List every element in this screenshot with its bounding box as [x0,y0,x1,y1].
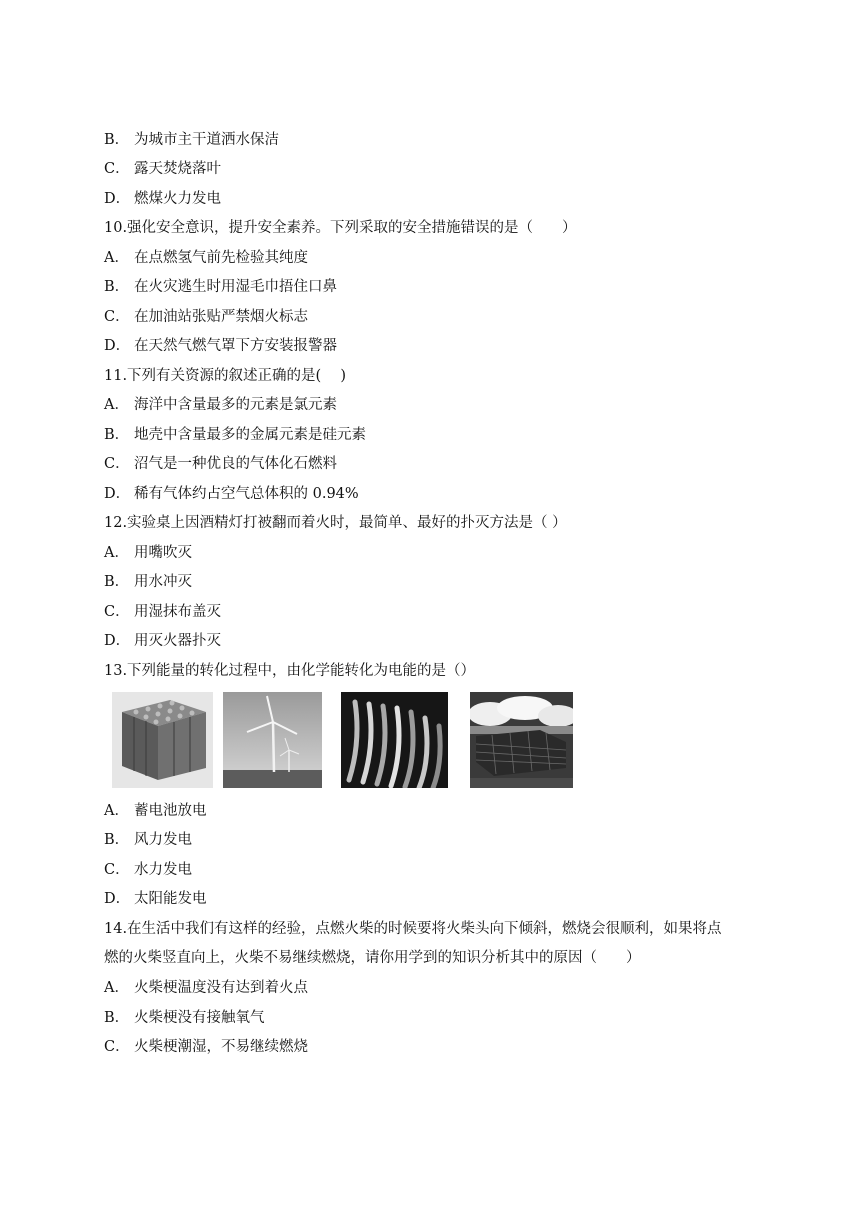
q12-option-d [104,631,221,651]
q10-option-b [104,277,337,297]
question-13-stem: 13.下列能量的转化过程中，由化学能转化为电能的是（） [104,663,476,679]
option-text: 在加油站张贴严禁烟火标志 [134,309,308,325]
option-text: 水力发电 [134,862,192,878]
q12-option-b [104,572,192,592]
q9-option-b [104,130,279,150]
question-12-stem: 12.实验桌上因酒精灯打被翻而着火时，最简单、最好的扑灭方法是（ ） [104,515,567,531]
option-text: 用湿抹布盖灭 [134,604,221,620]
q10-option-a [104,248,308,268]
option-letter: C． [104,161,130,177]
option-letter: A． [104,545,129,561]
q11-option-d [104,484,359,504]
q9-option-c [104,159,221,179]
option-letter: D． [104,486,131,502]
option-letter: C． [104,309,130,325]
q11-option-c [104,454,337,474]
option-letter: C． [104,456,130,472]
option-text: 蓄电池放电 [134,803,207,819]
option-text: 沼气是一种优良的气体化石燃料 [134,456,337,472]
option-letter: D． [104,338,131,354]
q12-option-a [104,543,192,563]
option-text: 火柴梗潮湿，不易继续燃烧 [134,1039,308,1055]
option-letter: A． [104,803,129,819]
option-text: 火柴梗温度没有达到着火点 [134,980,308,996]
option-text: 在天然气燃气罩下方安装报警器 [134,338,337,354]
option-text: 火柴梗没有接触氧气 [134,1010,265,1026]
option-text: 稀有气体约占空气总体积的 0.94% [134,486,359,502]
option-letter: C． [104,1039,130,1055]
option-letter: B． [104,832,130,848]
option-text: 为城市主干道洒水保洁 [134,132,279,148]
option-letter: B． [104,279,130,295]
q13-option-c [104,860,192,880]
q14-option-b [104,1008,265,1028]
option-letter: A． [104,980,129,996]
option-text: 露天焚烧落叶 [134,161,221,177]
option-text: 用嘴吹灭 [134,545,192,561]
option-letter: D． [104,191,131,207]
q10-option-c [104,307,308,327]
q10-option-d [104,336,337,356]
option-text: 用灭火器扑灭 [134,633,221,649]
option-text: 用水冲灭 [134,574,192,590]
q13-option-a [104,801,207,821]
option-letter: B． [104,427,130,443]
option-letter: C． [104,604,130,620]
option-letter: C． [104,862,130,878]
option-text: 风力发电 [134,832,192,848]
option-letter: D． [104,633,131,649]
wind-turbine-photo [223,692,322,788]
option-text: 地壳中含量最多的金属元素是硅元素 [134,427,366,443]
option-letter: B． [104,574,130,590]
q14-option-a [104,978,308,998]
hydro-turbine-photo [341,692,448,788]
option-text: 海洋中含量最多的元素是氯元素 [134,397,337,413]
q11-option-b [104,425,366,445]
option-letter: A． [104,250,129,266]
question-14-stem-line1: 14.在生活中我们有这样的经验，点燃火柴的时候要将火柴头向下倾斜，燃烧会很顺利，如果将点 [104,921,722,937]
option-letter: B． [104,132,130,148]
option-letter: B． [104,1010,130,1026]
q11-option-a [104,395,337,415]
question-14-stem-line2: 燃的火柴竖直向上，火柴不易继续燃烧，请你用学到的知识分析其中的原因（ ） [104,950,641,966]
q13-option-b [104,830,192,850]
question-11-stem: 11.下列有关资源的叙述正确的是( ) [104,368,346,384]
q14-option-c [104,1037,308,1057]
option-text: 太阳能发电 [134,891,207,907]
q12-option-c [104,602,221,622]
question-10-stem: 10.强化安全意识，提升安全素养。下列采取的安全措施错误的是（ ） [104,220,577,236]
option-text: 燃煤火力发电 [134,191,221,207]
question-13-images [112,692,582,788]
option-text: 在火灾逃生时用湿毛巾捂住口鼻 [134,279,337,295]
option-text: 在点燃氢气前先检验其纯度 [134,250,308,266]
option-letter: A． [104,397,129,413]
q9-option-d [104,189,221,209]
q13-option-d [104,889,207,909]
battery-photo [112,692,213,788]
solar-panel-photo [470,692,573,788]
option-letter: D． [104,891,131,907]
